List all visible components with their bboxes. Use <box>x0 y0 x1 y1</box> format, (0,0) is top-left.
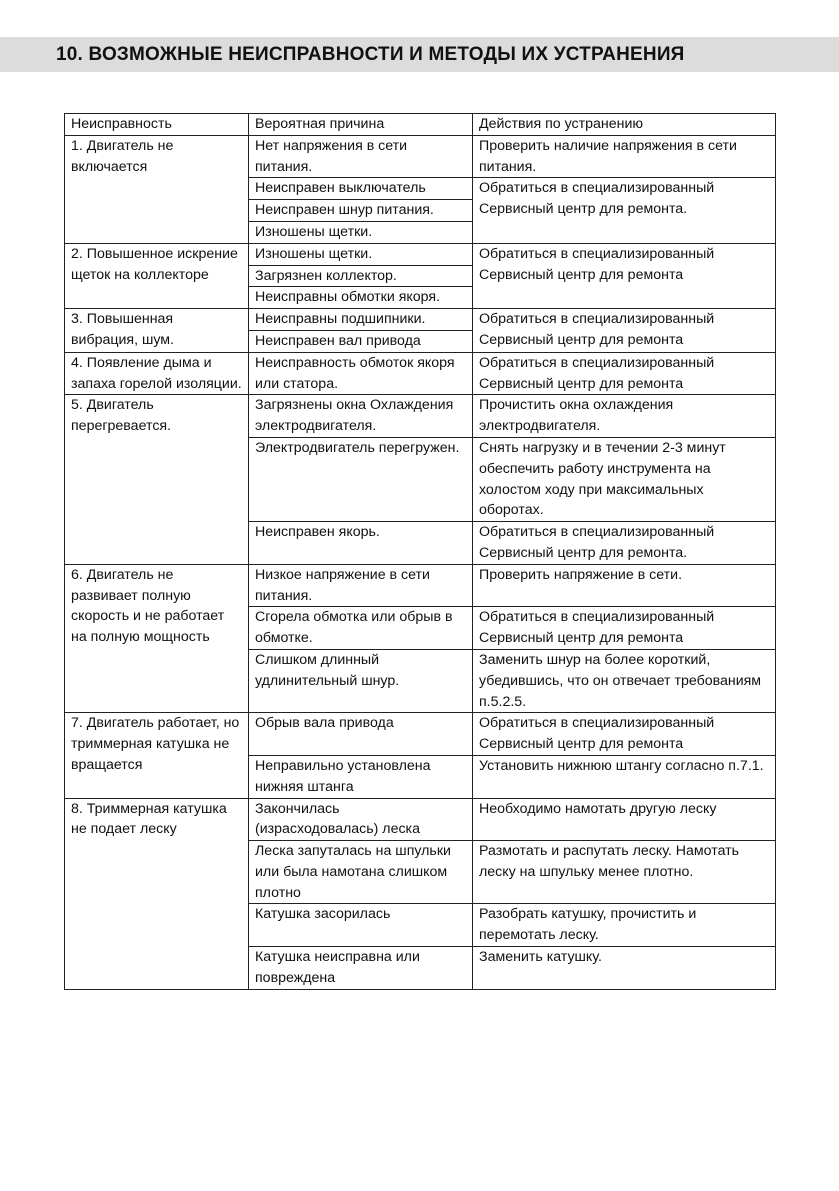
fault-cell: 7. Двигатель работает, но триммерная катушка не вращается <box>65 713 249 798</box>
table-row <box>65 564 776 607</box>
cause-cell: Неисправны подшипники. <box>249 309 473 331</box>
action-cell: Размотать и распутать леску. Намотать леску на шпульку менее плотно. <box>473 841 776 904</box>
action-cell: Проверить наличие напряжения в сети питания. <box>473 135 776 178</box>
cause-cell: Катушка неисправна или повреждена <box>249 947 473 990</box>
action-cell: Проверить напряжение в сети. <box>473 564 776 607</box>
cause-cell: Неисправен якорь. <box>249 522 473 565</box>
table-row <box>65 135 776 178</box>
cause-cell: Неисправен вал привода <box>249 330 473 352</box>
cause-cell: Изношены щетки. <box>249 221 473 243</box>
table-row <box>65 395 776 438</box>
action-cell: Необходимо намотать другую леску <box>473 798 776 841</box>
action-cell: Обратиться в специализированный Сервисный центр для ремонта <box>473 713 776 756</box>
cause-cell: Неисправны обмотки якоря. <box>249 287 473 309</box>
cause-cell: Закончилась (израсходовалась) леска <box>249 798 473 841</box>
fault-cell: 5. Двигатель перегревается. <box>65 395 249 564</box>
action-cell: Заменить шнур на более короткий, убедившись, что он отвечает требованиям п.5.2.5. <box>473 649 776 712</box>
table-row <box>65 243 776 265</box>
action-cell: Обратиться в специализированный Сервисный центр для ремонта. <box>473 522 776 565</box>
fault-cell: 6. Двигатель не развивает полную скорость и не работает на полную мощность <box>65 564 249 713</box>
action-cell: Обратиться в специализированный Сервисный центр для ремонта <box>473 607 776 650</box>
cause-cell: Загрязнен коллектор. <box>249 265 473 287</box>
cause-cell: Низкое напряжение в сети питания. <box>249 564 473 607</box>
action-cell: Обратиться в специализированный Сервисный центр для ремонта <box>473 309 776 353</box>
cause-cell: Обрыв вала привода <box>249 713 473 756</box>
cause-cell: Загрязнены окна Охлаждения электродвигателя. <box>249 395 473 438</box>
action-cell: Разобрать катушку, прочистить и перемотать леску. <box>473 904 776 947</box>
cause-cell: Неисправен выключатель <box>249 178 473 200</box>
fault-cell: 4. Появление дыма и запаха горелой изоляции. <box>65 352 249 395</box>
column-header-fault: Неисправность <box>65 114 249 136</box>
fault-cell: 1. Двигатель не включается <box>65 135 249 243</box>
action-cell: Снять нагрузку и в течении 2-3 минут обеспечить работу инструмента на холостом ходу при максимальных оборотах. <box>473 437 776 521</box>
table-row <box>65 309 776 331</box>
action-cell: Прочистить окна охлаждения электродвигателя. <box>473 395 776 438</box>
cause-cell: Электродвигатель перегружен. <box>249 437 473 521</box>
table-row <box>65 713 776 756</box>
table-row <box>65 352 776 395</box>
cause-cell: Нет напряжения в сети питания. <box>249 135 473 178</box>
action-cell: Обратиться в специализированный Сервисный центр для ремонта <box>473 243 776 308</box>
action-cell: Установить нижнюю штангу согласно п.7.1. <box>473 755 776 798</box>
table-header-row <box>65 114 776 136</box>
cause-cell: Катушка засорилась <box>249 904 473 947</box>
cause-cell: Неправильно установлена нижняя штанга <box>249 755 473 798</box>
column-header-action: Действия по устранению <box>473 114 776 136</box>
cause-cell: Неисправен шнур питания. <box>249 200 473 222</box>
column-header-cause: Вероятная причина <box>249 114 473 136</box>
troubleshooting-table <box>64 113 776 990</box>
fault-cell: 2. Повышенное искрение щеток на коллекторе <box>65 243 249 308</box>
table-row <box>65 798 776 841</box>
cause-cell: Сгорела обмотка или обрыв в обмотке. <box>249 607 473 650</box>
section-title: 10. ВОЗМОЖНЫЕ НЕИСПРАВНОСТИ И МЕТОДЫ ИХ УСТРАНЕНИЯ <box>56 44 685 65</box>
cause-cell: Изношены щетки. <box>249 243 473 265</box>
cause-cell: Леска запуталась на шпульки или была намотана слишком плотно <box>249 841 473 904</box>
action-cell: Обратиться в специализированный Сервисный центр для ремонта <box>473 352 776 395</box>
fault-cell: 3. Повышенная вибрация, шум. <box>65 309 249 353</box>
action-cell: Обратиться в специализированный Сервисный центр для ремонта. <box>473 178 776 243</box>
fault-cell: 8. Триммерная катушка не подает леску <box>65 798 249 989</box>
action-cell: Заменить катушку. <box>473 947 776 990</box>
cause-cell: Неисправность обмоток якоря или статора. <box>249 352 473 395</box>
cause-cell: Слишком длинный удлинительный шнур. <box>249 649 473 712</box>
